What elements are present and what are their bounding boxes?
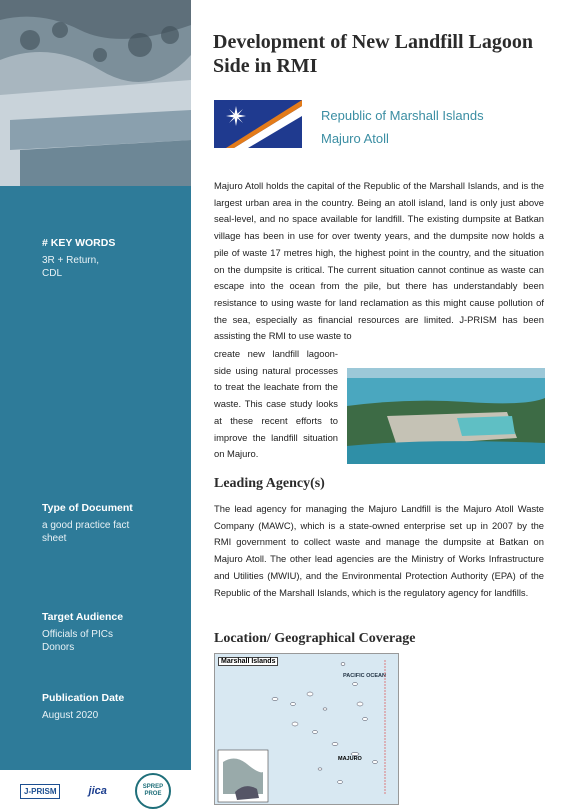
audience-item: Donors [42,642,75,653]
logo-bar [0,770,191,812]
keywords-text: 3R + Return, CDL [42,255,99,279]
pub-date-heading: Publication Date [42,692,125,704]
pub-date-block [42,692,124,722]
hero-photo [0,0,191,186]
doc-type-block [42,502,152,545]
marshall-islands-flag-icon [214,100,302,148]
location-labels [321,104,484,150]
pub-date-text: August 2020 [42,710,99,721]
map-majuro-label: MAJURO [338,756,362,762]
intro-paragraph-continued: create new landfill lagoon-side using natural processes to treat the leachate from the waste. This case study looks at these recent efforts to improve the landfill situation on Majuro. [214,348,338,460]
keywords-heading: # KEY WORDS [42,237,116,249]
leading-agency-heading: Leading Agency(s) [214,476,325,491]
marshall-islands-map [214,653,399,805]
page-title: Development of New Landfill Lagoon Side in RMI [213,31,533,77]
jprism-logo: J-PRISM [20,784,60,799]
doc-type-text: a good practice fact sheet [42,520,130,544]
country-name: Republic of Marshall Islands [321,108,484,123]
audience-heading: Target Audience [42,611,124,623]
atoll-name: Majuro Atoll [321,131,389,146]
atoll-aerial-image [0,0,191,186]
leading-agency-paragraph: The lead agency for managing the Majuro Landfill is the Majuro Atoll Waste Company (MAWC), which is a state-owned enterprise set up in 2007 by the RMI government to collect waste and manage the dumpsite at Batkan on Majuro Atoll. The other lead agencies are the Ministry of Works Infrastructure and Utilities (MWIU), and the Environmental Protection Authority (EPA) of the Republic of the Marshall Islands, which is the regulatory agency for landfills. [214,503,544,598]
landfill-photo [347,368,545,464]
sprep-logo: SPREP PROE [135,773,171,809]
audience-item: Officials of PICs [42,629,113,640]
intro-paragraph: Majuro Atoll holds the capital of the Republic of the Marshall Islands, and is the largest urban area in the country. Being an atoll island, land is only just above seal-level, and no space available for landfill. The existing dumpsite at Batkan village has been in use for over twenty years, and the dumpsite now holds a pile of waste 17 metres high, the highest point in the country, and the situation on the dumpsite is critical. The current situation cannot continue as waste can escape into the ocean from the pile, but there has understandably been resistance to using waste for land reclamation as this might cause pollution of the sea, especially as financial resources are limited. J-PRISM has been assisting the RMI to use waste to [214,180,544,342]
sidebar [0,0,191,812]
location-heading: Location/ Geographical Coverage [214,631,416,646]
keywords-block [42,237,115,280]
map-title: Marshall Islands [218,657,278,666]
doc-type-heading: Type of Document [42,502,133,514]
map-ocean-label: PACIFIC OCEAN [343,673,386,679]
jica-logo: jica [88,785,107,797]
audience-block [42,611,123,654]
